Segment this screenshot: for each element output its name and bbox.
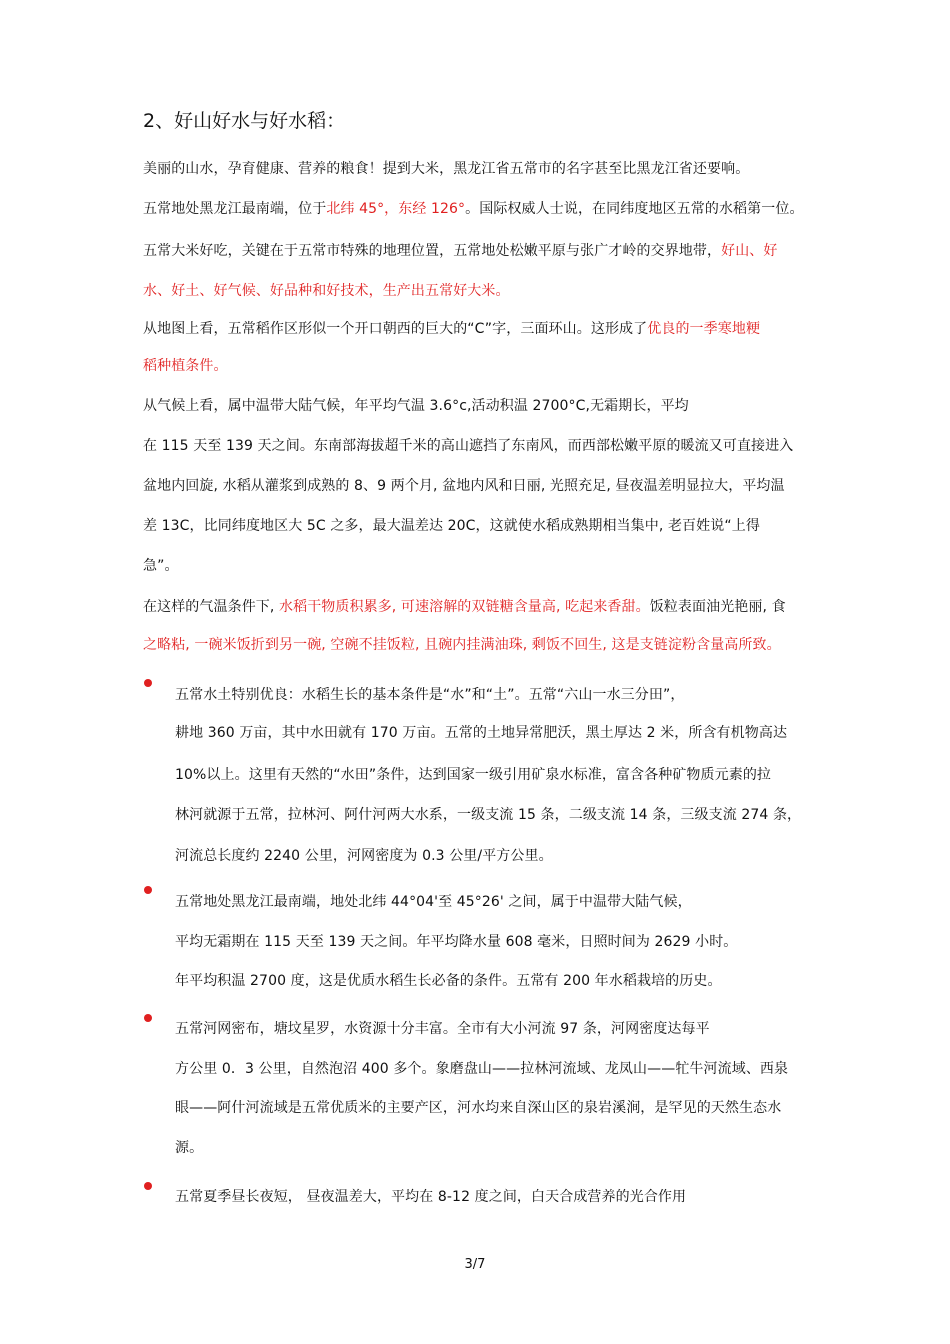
page-number: 3/7 (464, 1257, 486, 1272)
paragraph-line: 在 115 天至 139 天之间。东南部海拔超千米的高山遮挡了东南风，而西部松嫩平原的暖流又可直接进入 (143, 438, 794, 454)
bullet-dot-icon (144, 679, 152, 687)
bullet-line: 眼——阿什河流域是五常优质米的主要产区，河水均来自深山区的泉岩溪涧，是罕见的天然生态水 (175, 1100, 782, 1116)
bullet-line: 10%以上。这里有天然的“水田”条件，达到国家一级引用矿泉水标准，富含各种矿物质元素的拉 (175, 767, 772, 783)
bullet-dot-icon (144, 886, 152, 894)
highlighted-text: 优良的一季寒地粳 (647, 321, 761, 337)
highlighted-text: 之略粘, 一碗米饭折到另一碗, 空碗不挂饭粒, 且碗内挂满油珠, 剩饭不回生, 这是支链淀粉含量高所致。 (143, 637, 781, 653)
bullet-line: 源。 (175, 1140, 204, 1156)
paragraph-line: 从地图上看，五常稻作区形似一个开口朝西的巨大的“C”字，三面环山。这形成了优良的一季寒地粳 (143, 321, 761, 337)
bullet-line: 五常水土特别优良：水稻生长的基本条件是“水”和“土”。五常“六山一水三分田”， (175, 687, 685, 703)
paragraph-line: 五常地处黑龙江最南端，位于北纬 45°，东经 126°。国际权威人士说，在同纬度地区五常的水稻第一位。 (143, 201, 804, 217)
paragraph-line: 急”。 (143, 558, 179, 574)
paragraph-line: 从气候上看，属中温带大陆气候，年平均气温 3.6°c,活动积温 2700°C,无霜期长，平均 (143, 398, 689, 414)
bullet-line: 耕地 360 万亩，其中水田就有 170 万亩。五常的土地异常肥沃，黑土厚达 2 米，所含有机物高达 (175, 725, 788, 741)
bullet-line: 平均无霜期在 115 天至 139 天之间。年平均降水量 608 毫米，日照时间为 2629 小时。 (175, 934, 738, 950)
paragraph-line: 在这样的气温条件下, 水稻干物质积累多, 可速溶解的双链糖含量高, 吃起来香甜。饭粒表面油光艳丽, 食 (143, 599, 786, 615)
bullet-dot-icon (144, 1182, 152, 1190)
bullet-line: 五常地处黑龙江最南端，地处北纬 44°04'至 45°26' 之间，属于中温带大陆气候， (175, 894, 692, 910)
section-title: 2、好山好水与好水稻： (143, 110, 346, 132)
paragraph-line: 美丽的山水，孕育健康、营养的粮食！提到大米，黑龙江省五常市的名字甚至比黑龙江省还要响。 (143, 161, 750, 177)
paragraph-line (143, 634, 781, 654)
paragraph-line: 盆地内回旋, 水稻从灌浆到成熟的 8、9 两个月, 盆地内风和日丽, 光照充足, 昼夜温差明显拉大，平均温 (143, 478, 785, 494)
bullet-line: 方公里 0．3 公里，自然泡沼 400 多个。象磨盘山——拉林河流域、龙凤山——牤牛河流域、西泉 (175, 1061, 789, 1077)
paragraph-line (143, 355, 228, 375)
highlighted-text: 好山、好 (721, 243, 778, 259)
bullet-line: 林河就源于五常，拉林河、阿什河两大水系，一级支流 15 条，二级支流 14 条，三级支流 274 条， (175, 807, 802, 823)
paragraph-line (143, 280, 510, 300)
bullet-line: 河流总长度约 2240 公里，河网密度为 0.3 公里/平方公里。 (175, 848, 553, 864)
bullet-line: 五常河网密布，塘坟星罗，水资源十分丰富。全市有大小河流 97 条，河网密度达每平 (175, 1021, 710, 1037)
bullet-line: 年平均积温 2700 度，这是优质水稻生长必备的条件。五常有 200 年水稻栽培的历史。 (175, 973, 722, 989)
highlighted-text: 水稻干物质积累多, 可速溶解的双链糖含量高, 吃起来香甜。 (279, 599, 650, 615)
paragraph-line: 五常大米好吃，关键在于五常市特殊的地理位置，五常地处松嫩平原与张广才岭的交界地带，好山、好 (143, 243, 778, 259)
bullet-line: 五常夏季昼长夜短， 昼夜温差大，平均在 8-12 度之间，白天合成营养的光合作用 (175, 1189, 687, 1205)
highlighted-text: 北纬 45°，东经 126° (326, 201, 466, 217)
highlighted-text: 水、好土、好气候、好品种和好技术，生产出五常好大米。 (143, 283, 510, 299)
highlighted-text: 稻种植条件。 (143, 358, 228, 374)
bullet-dot-icon (144, 1014, 152, 1022)
paragraph-line: 差 13C，比同纬度地区大 5C 之多，最大温差达 20C，这就使水稻成熟期相当集中, 老百姓说“上得 (143, 518, 760, 534)
